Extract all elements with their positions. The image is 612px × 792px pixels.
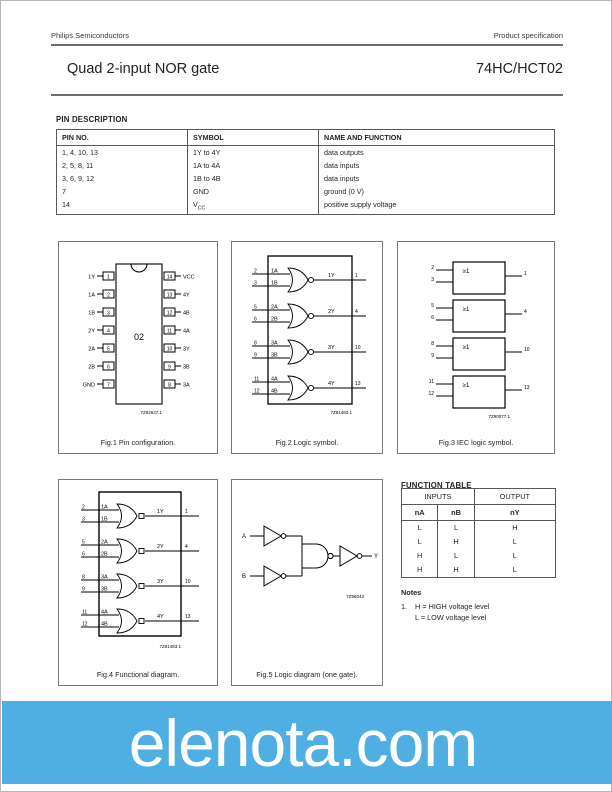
svg-text:2B: 2B	[88, 364, 95, 371]
svg-text:3Y: 3Y	[183, 346, 190, 353]
svg-text:≥1: ≥1	[462, 307, 470, 313]
svg-text:1A: 1A	[101, 504, 108, 511]
figure-1-box	[58, 241, 218, 454]
function-table	[401, 488, 556, 578]
svg-text:3Y: 3Y	[157, 579, 164, 585]
svg-text:13: 13	[166, 292, 173, 299]
svg-text:3: 3	[107, 310, 110, 317]
cell-pin-no: 2, 5, 8, 11	[57, 159, 188, 172]
svg-text:3A: 3A	[271, 340, 278, 347]
cell-ny: L	[474, 549, 555, 563]
function-table-heading: FUNCTION TABLE	[401, 481, 472, 490]
company-name: Philips Semiconductors	[51, 31, 129, 40]
cell-na: L	[402, 521, 438, 535]
svg-text:B: B	[242, 574, 247, 580]
vcc-subscript: CC	[197, 205, 206, 212]
svg-text:7Z96043: 7Z96043	[346, 594, 364, 599]
note-text-line-2: L = LOW voltage level	[415, 612, 487, 622]
cell-nb: H	[438, 535, 474, 549]
svg-text:7: 7	[107, 382, 110, 389]
svg-text:11: 11	[166, 328, 173, 335]
cell-nb: H	[438, 563, 474, 577]
svg-text:4A: 4A	[183, 328, 190, 335]
column-header-symbol: SYMBOL	[188, 130, 319, 146]
notes-title: Notes	[401, 588, 422, 597]
svg-text:3Y: 3Y	[328, 345, 335, 351]
cell-na: L	[402, 535, 438, 549]
svg-text:3B: 3B	[183, 364, 190, 371]
cell-symbol: 1A to 4A	[188, 159, 319, 172]
svg-text:2A: 2A	[271, 304, 278, 311]
svg-text:1Y: 1Y	[88, 274, 95, 281]
svg-text:Y: Y	[374, 554, 379, 560]
svg-text:6: 6	[82, 551, 85, 558]
svg-text:10: 10	[185, 579, 191, 585]
svg-text:2: 2	[107, 292, 110, 299]
svg-text:3A: 3A	[183, 382, 190, 389]
cell-pin-no: 14	[57, 198, 188, 214]
svg-text:4A: 4A	[101, 609, 108, 616]
cell-nb: L	[438, 521, 474, 535]
svg-text:2Y: 2Y	[157, 544, 164, 550]
svg-text:4: 4	[355, 309, 358, 315]
figure-3-box	[397, 241, 555, 454]
svg-text:12: 12	[428, 391, 434, 397]
svg-text:6: 6	[431, 315, 434, 321]
svg-text:3: 3	[82, 516, 85, 523]
cell-symbol: 1B to 4B	[188, 172, 319, 185]
group-header-output: OUTPUT	[474, 489, 555, 505]
table-row	[402, 521, 556, 535]
svg-text:10: 10	[166, 346, 173, 353]
column-header-pin-no: PIN NO.	[57, 130, 188, 146]
note-text-line-1: H = HIGH voltage level	[415, 602, 490, 611]
svg-text:4A: 4A	[271, 376, 278, 383]
cell-pin-no: 1, 4, 10, 13	[57, 146, 188, 160]
svg-text:8: 8	[82, 574, 85, 581]
function-table-header-row	[402, 505, 556, 521]
table-row	[402, 549, 556, 563]
cell-name-function: data inputs	[319, 172, 555, 185]
svg-text:11: 11	[82, 609, 88, 616]
svg-text:1A: 1A	[271, 268, 278, 275]
svg-text:7Z92637.1: 7Z92637.1	[140, 410, 162, 415]
title-row	[51, 61, 563, 77]
function-table-group-row	[402, 489, 556, 505]
svg-text:2A: 2A	[88, 346, 95, 353]
svg-text:4Y: 4Y	[183, 292, 190, 299]
svg-text:1: 1	[185, 509, 188, 515]
svg-text:3: 3	[254, 280, 257, 287]
svg-text:2Y: 2Y	[328, 309, 335, 315]
svg-text:14: 14	[166, 274, 173, 281]
svg-text:1B: 1B	[271, 280, 278, 287]
svg-text:11: 11	[428, 379, 434, 385]
svg-text:2B: 2B	[271, 316, 278, 323]
svg-text:10: 10	[355, 345, 361, 351]
svg-text:11: 11	[254, 376, 260, 383]
figure-1-artwork	[59, 242, 217, 431]
svg-text:4B: 4B	[101, 621, 108, 628]
document-type: Product specification	[493, 31, 563, 40]
svg-text:5: 5	[107, 346, 110, 353]
figure-4-box	[58, 479, 218, 686]
svg-text:9: 9	[431, 353, 434, 359]
svg-text:1B: 1B	[88, 310, 95, 317]
svg-text:1Y: 1Y	[328, 273, 335, 279]
svg-text:13: 13	[524, 385, 530, 391]
table-row	[57, 172, 555, 185]
page-header	[51, 31, 563, 40]
cell-symbol: $V_{CC}$	[188, 198, 319, 214]
svg-text:≥1: ≥1	[462, 269, 470, 275]
svg-text:10: 10	[524, 347, 530, 353]
svg-text:4: 4	[185, 544, 188, 550]
svg-text:3B: 3B	[271, 352, 278, 359]
cell-pin-no: 7	[57, 185, 188, 198]
svg-text:4: 4	[524, 309, 527, 315]
svg-text:12: 12	[82, 621, 88, 628]
svg-text:8: 8	[168, 382, 171, 389]
svg-text:2Y: 2Y	[88, 328, 95, 335]
cell-nb: L	[438, 549, 474, 563]
figure-2-box	[231, 241, 383, 454]
svg-text:1: 1	[355, 273, 358, 279]
table-row	[57, 185, 555, 198]
cell-na: H	[402, 563, 438, 577]
cell-ny: H	[474, 521, 555, 535]
cell-symbol: 1Y to 4Y	[188, 146, 319, 160]
svg-text:6: 6	[254, 316, 257, 323]
svg-text:5: 5	[431, 303, 434, 309]
cell-ny: L	[474, 535, 555, 549]
svg-text:1: 1	[524, 271, 527, 277]
note-text	[415, 602, 489, 623]
table-header-row	[57, 130, 555, 146]
table-row	[402, 535, 556, 549]
cell-pin-no: 3, 6, 9, 12	[57, 172, 188, 185]
pin-description-table	[56, 129, 555, 215]
svg-text:13: 13	[355, 381, 361, 387]
figure-2-artwork	[232, 242, 382, 431]
svg-text:2: 2	[82, 504, 85, 511]
svg-text:1: 1	[107, 274, 110, 281]
svg-text:9: 9	[82, 586, 85, 593]
page-title: Quad 2-input NOR gate	[67, 61, 220, 77]
svg-text:≥1: ≥1	[462, 345, 470, 351]
figure-5-artwork	[232, 480, 382, 663]
figure-5-caption: Fig.5 Logic diagram (one gate).	[256, 670, 358, 679]
svg-text:1Y: 1Y	[157, 509, 164, 515]
svg-text:4B: 4B	[183, 310, 190, 317]
svg-text:7Z90077.1: 7Z90077.1	[488, 414, 510, 419]
svg-text:4B: 4B	[271, 388, 278, 395]
table-row	[57, 198, 555, 214]
cell-ny: L	[474, 563, 555, 577]
svg-text:1B: 1B	[101, 516, 108, 523]
function-table-wrap	[401, 479, 556, 578]
svg-text:GND: GND	[82, 382, 95, 389]
figure-2-caption: Fig.2 Logic symbol.	[275, 438, 339, 447]
figure-1-caption: Fig.1 Pin configuration.	[100, 438, 176, 447]
svg-text:4: 4	[107, 328, 110, 335]
svg-text:3A: 3A	[101, 574, 108, 581]
group-header-inputs: INPUTS	[402, 489, 475, 505]
figure-5-box	[231, 479, 383, 686]
svg-text:VCC: VCC	[183, 274, 195, 281]
svg-text:6: 6	[107, 364, 110, 371]
watermark-banner	[2, 701, 612, 784]
svg-text:9: 9	[168, 364, 171, 371]
figure-3-caption: Fig.3 IEC logic symbol.	[438, 438, 514, 447]
figure-3-artwork	[398, 242, 554, 431]
cell-symbol: GND	[188, 185, 319, 198]
svg-text:2B: 2B	[101, 551, 108, 558]
watermark-text: elenota.com	[128, 705, 478, 780]
table-row	[402, 563, 556, 577]
part-number: 74HC/HCT02	[475, 61, 563, 77]
cell-name-function: ground (0 V)	[319, 185, 555, 198]
table-row	[57, 159, 555, 172]
svg-text:5: 5	[82, 539, 85, 546]
note-item	[401, 602, 571, 623]
table-row	[57, 146, 555, 160]
svg-text:2A: 2A	[101, 539, 108, 546]
svg-text:3: 3	[431, 277, 434, 283]
cell-na: H	[402, 549, 438, 563]
notes-section	[401, 588, 571, 623]
column-header-name-function: NAME AND FUNCTION	[319, 130, 555, 146]
svg-text:4Y: 4Y	[328, 381, 335, 387]
svg-text:2: 2	[431, 265, 434, 271]
column-header-ny: nY	[474, 505, 555, 521]
svg-text:≥1: ≥1	[462, 383, 470, 389]
svg-text:02: 02	[133, 332, 145, 342]
figure-4-caption: Fig.4 Functional diagram.	[96, 670, 180, 679]
column-header-nb: nB	[438, 505, 474, 521]
svg-text:12: 12	[166, 310, 173, 317]
svg-text:3B: 3B	[101, 586, 108, 593]
column-header-na: nA	[402, 505, 438, 521]
figure-4-artwork	[59, 480, 217, 663]
svg-text:8: 8	[431, 341, 434, 347]
header-rule-top	[51, 44, 563, 46]
cell-name-function: data outputs	[319, 146, 555, 160]
svg-text:7Z91483.1: 7Z91483.1	[159, 644, 181, 649]
note-number: 1.	[401, 602, 408, 611]
svg-text:5: 5	[254, 304, 257, 311]
svg-text:8: 8	[254, 340, 257, 347]
cell-name-function: positive supply voltage	[319, 198, 555, 214]
svg-text:1A: 1A	[88, 292, 95, 299]
header-rule-bottom	[51, 94, 563, 96]
svg-text:9: 9	[254, 352, 257, 359]
svg-text:A: A	[242, 534, 247, 540]
svg-text:4Y: 4Y	[157, 614, 164, 620]
svg-text:2: 2	[254, 268, 257, 275]
svg-text:7Z81483.1: 7Z81483.1	[330, 410, 352, 415]
svg-text:13: 13	[185, 614, 191, 620]
cell-name-function: data inputs	[319, 159, 555, 172]
svg-text:12: 12	[254, 388, 260, 395]
pin-description-heading: PIN DESCRIPTION	[56, 115, 128, 124]
